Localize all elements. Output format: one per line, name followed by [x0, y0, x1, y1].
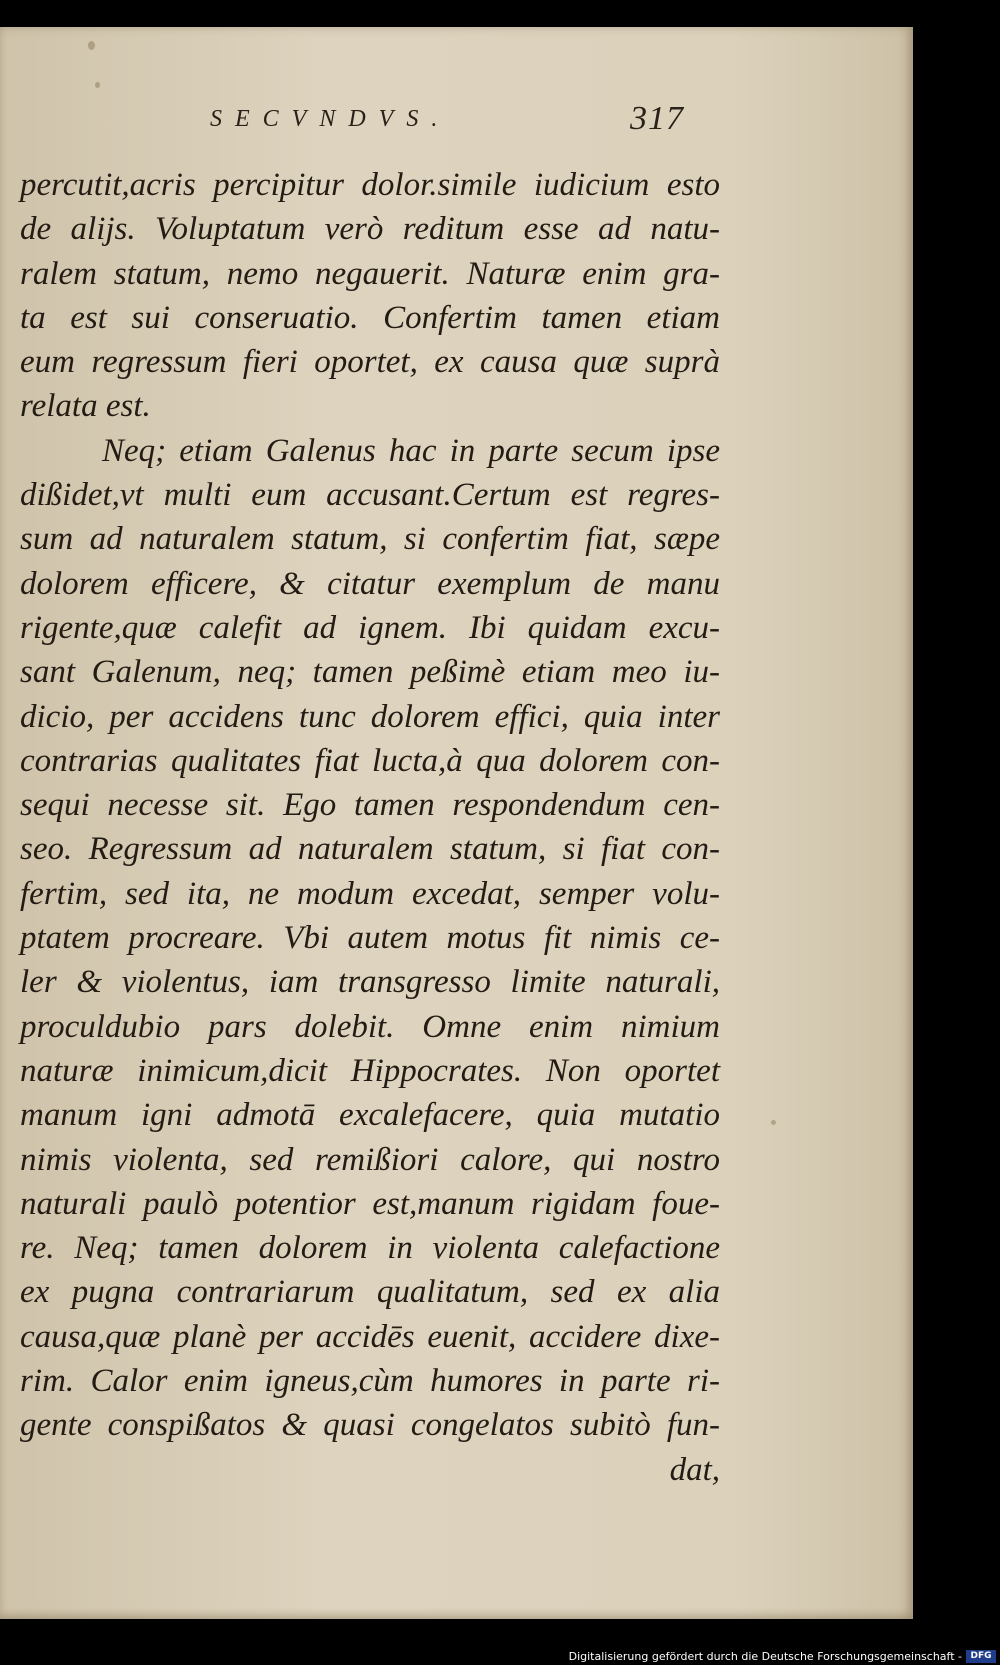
paper-stain [88, 41, 95, 50]
text-line: ralem statum, nemo negauerit. Naturæ enim gra- [20, 255, 720, 292]
text-line: eum regressum fieri oportet, ex causa quæ suprà [20, 344, 720, 381]
running-head: SECVNDVS. [210, 106, 451, 132]
page-number: 317 [630, 100, 684, 137]
body-text [20, 163, 720, 1492]
text-line: sum ad naturalem statum, si confertim fiat, sæpe [20, 521, 720, 558]
text-line: nimis violenta, sed remißiori calore, qui nostro [20, 1141, 720, 1178]
catchword: dat, [669, 1451, 720, 1488]
text-line: dicio, per accidens tunc dolorem effici, quia inter [20, 698, 720, 735]
text-line: rim. Calor enim igneus,cùm humores in parte ri- [20, 1363, 720, 1400]
text-line: ptatem procreare. Vbi autem motus fit nimis ce- [20, 920, 720, 957]
text-line: sequi necesse sit. Ego tamen respondendum cen- [20, 787, 720, 824]
text-line: relata est. [20, 388, 151, 425]
text-line: ler & violentus, iam transgresso limite naturali, [20, 964, 720, 1001]
text-line: gente conspißatos & quasi congelatos subitò fun- [20, 1407, 720, 1444]
text-line: rigente,quæ calefit ad ignem. Ibi quidam excu- [20, 609, 720, 646]
text-line: contrarias qualitates fiat lucta,à qua dolorem con- [20, 742, 720, 779]
text-line: proculdubio pars dolebit. Omne enim nimium [20, 1008, 720, 1045]
text-line: dißidet,vt multi eum accusant.Certum est regres- [20, 477, 720, 514]
text-line: manum igni admotā excalefacere, quia mutatio [20, 1097, 720, 1134]
text-line: causa,quæ planè per accidēs euenit, accidere dixe- [20, 1318, 720, 1355]
text-line: ex pugna contrariarum qualitatum, sed ex alia [20, 1274, 720, 1311]
text-line: naturæ inimicum,dicit Hippocrates. Non oportet [20, 1052, 720, 1089]
text-line: Neq; etiam Galenus hac in parte secum ipse [102, 432, 720, 469]
text-line: percutit,acris percipitur dolor.simile iudicium esto [20, 167, 720, 203]
text-line: seo. Regressum ad naturalem statum, si fiat con- [20, 831, 720, 868]
paper-stain [771, 1120, 776, 1125]
book-page [0, 27, 913, 1619]
text-line: ta est sui conseruatio. Confertim tamen etiam [20, 299, 720, 336]
text-line: fertim, sed ita, ne modum excedat, semper volu- [20, 875, 720, 912]
dfg-logo: DFG [966, 1650, 996, 1663]
text-line: de alijs. Voluptatum verò reditum esse ad natu- [20, 211, 720, 248]
page-header [0, 84, 913, 137]
footer-credit: Digitalisierung gefördert durch die Deutsche Forschungsgemeinschaft - [568, 1650, 962, 1663]
text-line: re. Neq; tamen dolorem in violenta calefactione [20, 1230, 720, 1267]
text-line: dolorem efficere, & citatur exemplum de manu [20, 565, 720, 602]
text-line: naturali paulò potentior est,manum rigidam foue- [20, 1185, 720, 1222]
text-line: sant Galenum, neq; tamen peßimè etiam meo iu- [20, 654, 720, 691]
digitization-footer [0, 1648, 1000, 1665]
